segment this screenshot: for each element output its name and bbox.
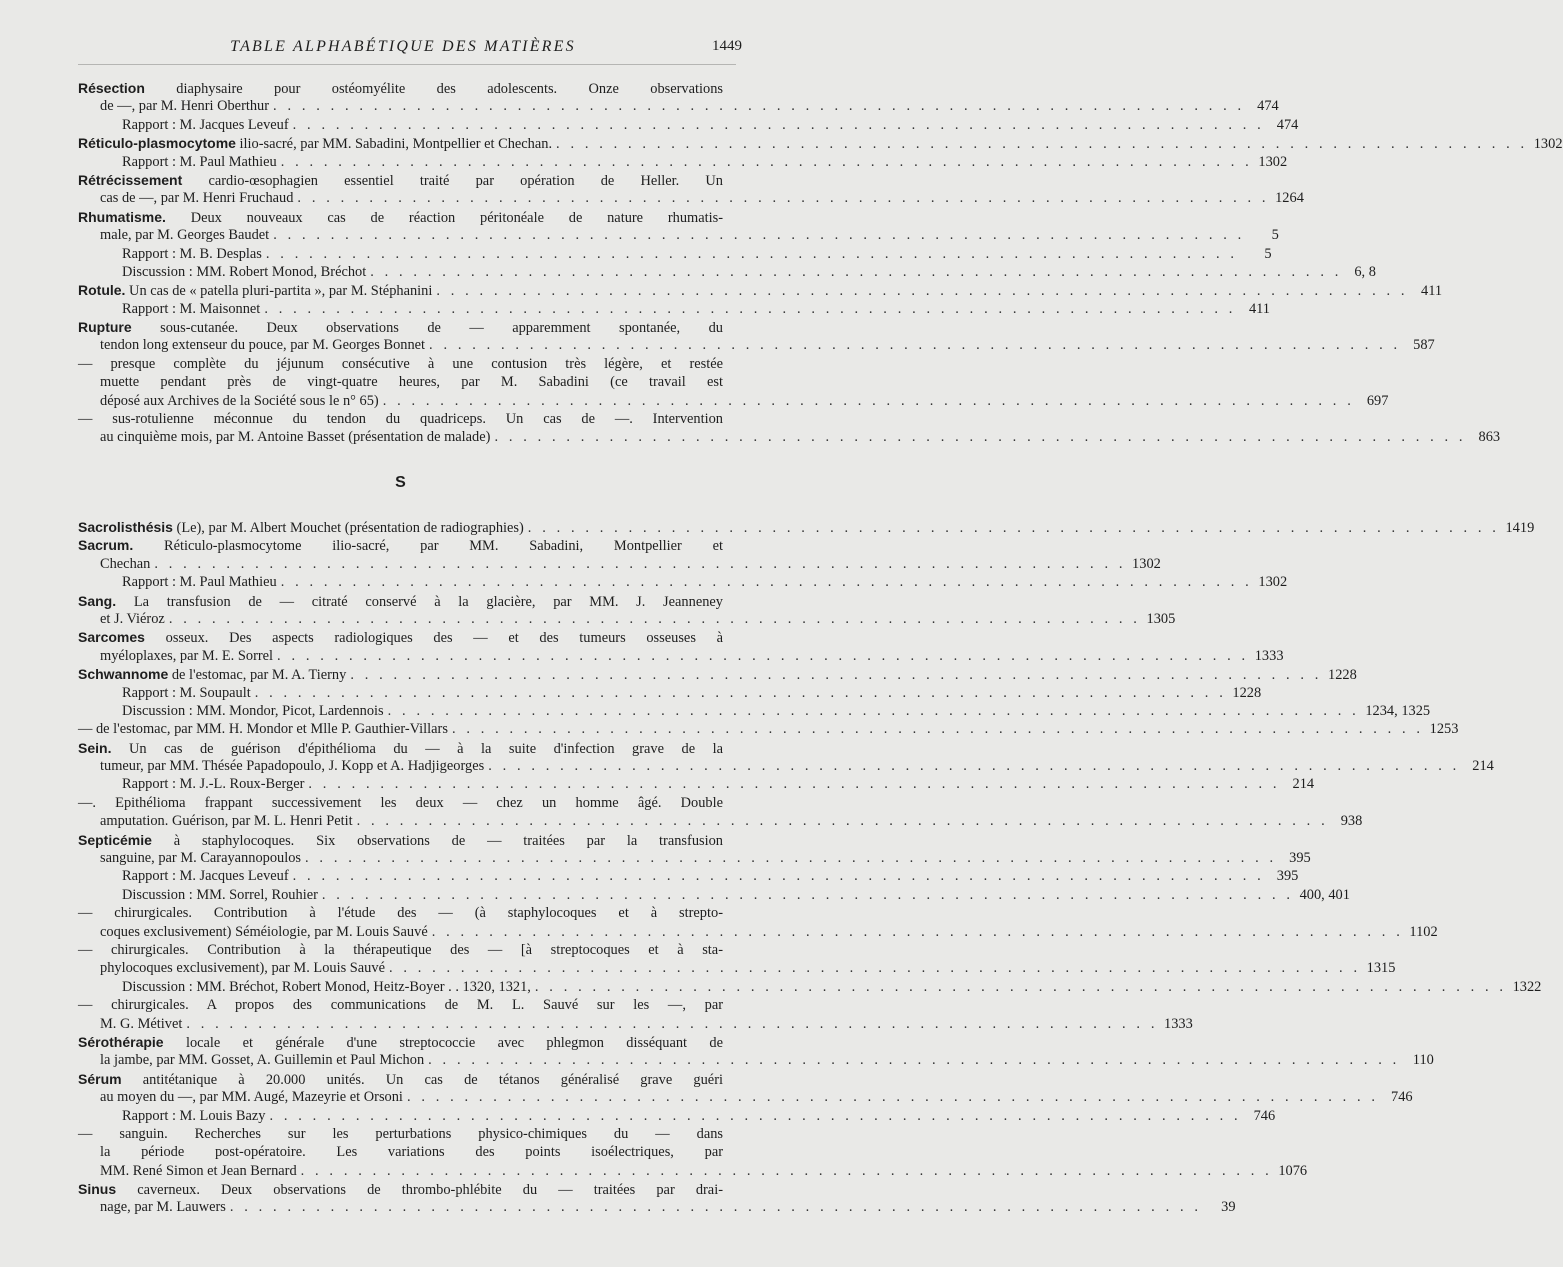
section-letter-s: S <box>395 474 406 491</box>
entry-body: Rapport : M. J.-L. Roux-Berger <box>122 776 305 793</box>
entry-text <box>78 941 723 959</box>
entry-text <box>100 555 150 573</box>
entry-page-ref: 395 <box>1289 850 1311 867</box>
running-header <box>78 38 742 62</box>
entry-body: Rapport : M. Maisonnet <box>122 300 261 317</box>
entry-body: — chirurgicales. Contribution à l'étude des — (à staphylocoques et à strepto- <box>78 905 723 922</box>
index-line <box>78 886 1350 904</box>
entry-page-ref: 1302 <box>1258 153 1288 170</box>
entry-body: tumeur, par MM. Thésée Papadopoulo, J. Kopp et A. Hadjigeorges <box>100 758 485 775</box>
index-line <box>78 959 1396 977</box>
leader-dots <box>297 1162 1273 1180</box>
leader-dots <box>273 647 1249 665</box>
leader-dots <box>524 519 1500 537</box>
entry-page-ref: 411 <box>1421 283 1443 300</box>
entry-text <box>122 867 289 885</box>
entry-text <box>122 978 531 996</box>
entry-text <box>100 189 293 207</box>
index-line <box>78 318 723 336</box>
entry-body: Discussion : MM. Bréchot, Robert Monod, Heitz-Boyer . . 1320, 1321, <box>122 978 531 995</box>
leader-dots <box>301 849 1277 867</box>
entry-headword: Septicémie <box>78 831 152 848</box>
entry-text <box>78 208 723 227</box>
entry-page-ref: 1302 <box>1132 555 1161 572</box>
leader-dots <box>150 555 1126 573</box>
index-line <box>78 1198 1236 1216</box>
entry-text <box>122 300 260 318</box>
entry-text <box>78 628 723 647</box>
entry-text <box>122 245 262 263</box>
entry-body: Rapport : M. Paul Mathieu <box>122 153 277 170</box>
entry-headword: Sein. <box>78 739 112 756</box>
leader-dots <box>304 775 1280 793</box>
index-line <box>78 153 1288 171</box>
leader-dots <box>484 757 1460 775</box>
leader-dots <box>531 978 1507 996</box>
entry-text <box>78 1033 723 1052</box>
index-line <box>78 904 723 922</box>
index-line <box>78 171 723 189</box>
entry-text <box>100 97 269 115</box>
entry-page-ref: 697 <box>1366 392 1389 409</box>
entry-page-ref: 395 <box>1276 868 1299 885</box>
entry-body: Rapport : M. Soupault <box>122 684 251 701</box>
entry-body: déposé aux Archives de la Société sous le n° 65) <box>100 392 379 409</box>
leader-dots <box>403 1088 1379 1106</box>
entry-headword: Rhumatisme. <box>78 208 166 225</box>
entry-body: diaphysaire pour ostéomyélite des adolescents. Onze observations <box>144 81 723 97</box>
index-line <box>78 208 723 226</box>
entry-body: Discussion : MM. Robert Monod, Bréchot <box>122 263 367 280</box>
index-line <box>78 978 1542 996</box>
header-rule <box>78 64 736 65</box>
entry-page-ref: 1305 <box>1146 610 1176 627</box>
entry-body: osseux. Des aspects radiologiques des — et des tumeurs osseuses à <box>144 630 723 647</box>
leader-dots <box>269 97 1245 115</box>
entry-text <box>78 410 723 428</box>
index-line <box>78 849 1311 867</box>
entry-body: Chechan <box>100 555 151 572</box>
entry-body: tendon long extenseur du pouce, par M. Georges Bonnet <box>100 337 426 354</box>
leader-dots <box>289 867 1265 885</box>
index-line <box>78 702 1431 720</box>
section-r-entries <box>78 79 1563 447</box>
entry-body: la période post-opératoire. Les variations des points isoélectriques, par <box>100 1144 723 1161</box>
index-line <box>78 775 1315 793</box>
entry-page-ref: 1302 <box>1533 136 1563 153</box>
entry-page-ref: 1076 <box>1278 1162 1308 1179</box>
entry-page-ref: 1322 <box>1512 978 1542 995</box>
leader-dots <box>182 1015 1158 1033</box>
leader-dots <box>448 720 1424 738</box>
leader-dots <box>262 245 1238 263</box>
entry-body: à staphylocoques. Six observations de — traitées par la transfusion <box>151 832 723 849</box>
leader-dots <box>260 300 1236 318</box>
entry-body: antitétanique à 20.000 unités. Un cas de tétanos généralisé grave guéri <box>121 1071 723 1088</box>
entry-text <box>78 134 552 153</box>
entry-body: Un cas de guérison d'épithélioma du — à la suite d'infection grave de la <box>111 740 723 757</box>
entry-body: de —, par M. Henri Oberthur <box>100 98 270 115</box>
entry-headword: Rotule. <box>78 282 126 299</box>
index-line <box>78 739 723 757</box>
entry-text <box>100 923 428 941</box>
entry-text <box>78 592 723 611</box>
entry-page-ref: 1333 <box>1254 647 1284 664</box>
index-line <box>78 300 1270 318</box>
entry-headword: Rupture <box>78 319 132 336</box>
index-line <box>78 867 1299 885</box>
entry-page-ref: 1253 <box>1429 721 1459 738</box>
entry-text <box>100 1015 182 1033</box>
entry-headword: Rétrécissement <box>78 171 183 188</box>
entry-headword: Sérothérapie <box>78 1033 164 1050</box>
entry-body: sous-cutanée. Deux observations de — apparemment spontanée, du <box>131 320 723 337</box>
index-line <box>78 226 1279 244</box>
entry-page-ref: 214 <box>1292 776 1315 793</box>
entry-body: la jambe, par MM. Gosset, A. Guillemin et Paul Michon <box>100 1052 425 1069</box>
index-line <box>78 1107 1276 1125</box>
entry-body: Rapport : M. Jacques Leveuf <box>122 116 289 133</box>
entry-text <box>100 1198 226 1216</box>
entry-body: — chirurgicales. Contribution à la thérapeutique des — [à streptocoques et à sta- <box>78 941 723 958</box>
entry-body: au cinquième mois, par M. Antoine Basset (présentation de malade) <box>100 429 491 446</box>
entry-text <box>78 831 723 850</box>
index-line <box>78 134 1563 153</box>
entry-headword: Sang. <box>78 592 117 609</box>
entry-body: —. Epithélioma frappant successivement les deux — chez un homme âgé. Double <box>78 794 723 811</box>
entry-page-ref: 1228 <box>1328 667 1357 684</box>
entry-body: — sus-rotulienne méconnue du tendon du quadriceps. Un cas de —. Intervention <box>78 411 723 428</box>
leader-dots <box>425 336 1401 354</box>
index-line <box>78 610 1176 628</box>
entry-page-ref: 5 <box>1271 227 1279 244</box>
entry-text <box>100 392 379 410</box>
index-line <box>78 336 1435 354</box>
entry-page-ref: 110 <box>1412 1052 1434 1069</box>
entry-body: MM. René Simon et Jean Bernard <box>100 1162 297 1179</box>
entry-body: — sanguin. Recherches sur les perturbations physico-chimiques du — dans <box>78 1125 723 1142</box>
index-line <box>78 281 1443 300</box>
entry-body: cardio-œsophagien essentiel traité par opération de Heller. Un <box>182 172 723 189</box>
entry-page-ref: 5 <box>1264 245 1272 262</box>
index-line <box>78 996 723 1014</box>
index-line <box>78 1015 1193 1033</box>
entry-body: Deux nouveaux cas de réaction péritonéale de nature rhumatis- <box>165 209 723 226</box>
entry-text <box>122 702 384 720</box>
entry-text <box>78 720 448 738</box>
entry-page-ref: 400, 401 <box>1299 886 1350 903</box>
index-line <box>78 97 1279 115</box>
entry-body: La transfusion de — citraté conservé à la glacière, par MM. J. Jeanneney <box>116 593 723 610</box>
entry-page-ref: 411 <box>1248 300 1270 317</box>
entry-text <box>100 849 301 867</box>
leader-dots <box>353 812 1329 830</box>
entry-text <box>100 226 269 244</box>
entry-body: muette pendant près de vingt-quatre heures, par M. Sabadini (ce travail est <box>100 374 723 391</box>
leader-dots <box>428 923 1404 941</box>
entry-body: cas de —, par M. Henri Fruchaud <box>100 190 294 207</box>
entry-text <box>78 518 524 537</box>
index-line <box>78 647 1284 665</box>
index-line <box>78 1033 723 1051</box>
entry-body: ilio-sacré, par MM. Sabadini, Montpellier et Chechan. <box>235 136 553 153</box>
index-line <box>78 923 1438 941</box>
entry-headword: Sacrolisthésis <box>78 519 173 535</box>
entry-page-ref: 1302 <box>1258 574 1288 591</box>
entry-text <box>122 775 304 793</box>
entry-body: de l'estomac, par M. A. Tierny <box>168 667 347 684</box>
entry-page-ref: 214 <box>1472 758 1494 775</box>
entry-body: Rapport : M. Louis Bazy <box>122 1107 266 1124</box>
entry-page-ref: 1419 <box>1505 520 1535 536</box>
index-line <box>78 79 723 97</box>
entry-body: myéloplaxes, par M. E. Sorrel <box>100 647 274 664</box>
index-line <box>78 1180 723 1198</box>
entry-body: au moyen du —, par MM. Augé, Mazeyrie et Orsoni <box>100 1089 403 1106</box>
entry-text <box>122 263 366 281</box>
leader-dots <box>165 610 1141 628</box>
leader-dots <box>289 116 1265 134</box>
entry-body: — presque complète du jéjunum consécutive à une contusion très légère, et restée <box>78 355 723 372</box>
index-line <box>78 684 1262 702</box>
entry-text <box>100 647 273 665</box>
index-line <box>78 410 723 428</box>
entry-text <box>78 665 346 684</box>
entry-page-ref: 746 <box>1391 1089 1413 1106</box>
index-line <box>78 373 723 391</box>
entry-headword: Réticulo-plasmocytome <box>78 135 236 152</box>
entry-body: locale et générale d'une streptococcie avec phlegmon disséquant de <box>163 1034 723 1051</box>
entry-body: Réticulo-plasmocytome ilio-sacré, par MM. Sabadini, Montpellier et <box>133 538 723 555</box>
entry-text <box>100 1162 297 1180</box>
entry-headword: Résection <box>78 80 145 96</box>
entry-text <box>100 812 353 830</box>
entry-text <box>122 684 251 702</box>
entry-page-ref: 1333 <box>1164 1015 1193 1032</box>
index-line <box>78 555 1161 573</box>
index-line <box>78 1051 1434 1069</box>
entry-text <box>100 373 723 391</box>
entry-text <box>100 959 385 977</box>
index-line <box>78 757 1494 775</box>
index-line <box>78 831 723 849</box>
entry-body: male, par M. Georges Baudet <box>100 227 270 244</box>
entry-body: — chirurgicales. A propos des communications de M. L. Sauvé sur les —, par <box>78 997 723 1014</box>
index-line <box>78 536 723 554</box>
leader-dots <box>384 702 1360 720</box>
entry-text <box>100 1088 403 1106</box>
entry-page-ref: 1264 <box>1275 190 1304 207</box>
index-line <box>78 665 1357 684</box>
entry-text <box>78 794 723 812</box>
index-line <box>78 518 1535 536</box>
section-s-entries <box>78 518 1542 1217</box>
entry-page-ref: 474 <box>1257 98 1279 115</box>
entry-body: Rapport : M. Jacques Leveuf <box>122 868 289 885</box>
entry-headword: Sinus <box>78 1181 117 1198</box>
leader-dots <box>366 263 1342 281</box>
entry-page-ref: 1234, 1325 <box>1365 702 1431 719</box>
index-line <box>78 1143 723 1161</box>
leader-dots <box>251 684 1227 702</box>
entry-text <box>78 355 723 373</box>
leader-dots <box>266 1107 1242 1125</box>
entry-headword: Sacrum. <box>78 537 134 554</box>
entry-body: M. G. Métivet <box>100 1015 183 1032</box>
entry-text <box>122 1107 266 1125</box>
entry-text <box>78 1125 723 1143</box>
index-line <box>78 428 1501 446</box>
index-line <box>78 628 723 646</box>
entry-text <box>100 610 165 628</box>
entry-page-ref: 938 <box>1340 813 1363 830</box>
leader-dots <box>379 392 1355 410</box>
leader-dots <box>490 428 1466 446</box>
entry-text <box>122 153 277 171</box>
leader-dots <box>346 666 1322 684</box>
index-line <box>78 116 1299 134</box>
entry-body: et J. Viéroz <box>100 610 165 627</box>
index-line <box>78 392 1389 410</box>
entry-text <box>78 1070 723 1089</box>
entry-body: — de l'estomac, par MM. H. Mondor et Mlle P. Gauthier-Villars <box>78 721 448 738</box>
entry-text <box>122 886 318 904</box>
leader-dots <box>293 189 1269 207</box>
leader-dots <box>277 153 1253 171</box>
page-title: TABLE ALPHABÉTIQUE DES MATIÈRES <box>230 38 576 55</box>
index-line <box>78 189 1304 207</box>
entry-text <box>78 79 723 98</box>
entry-text <box>78 171 723 190</box>
entry-text <box>78 281 432 300</box>
index-line <box>78 1070 723 1088</box>
entry-body: Rapport : M. Paul Mathieu <box>122 574 277 591</box>
entry-page-ref: 1228 <box>1232 684 1262 701</box>
entry-text <box>100 1143 723 1161</box>
leader-dots <box>226 1198 1202 1216</box>
entry-body: Rapport : M. B. Desplas <box>122 245 262 262</box>
page-number: 1449 <box>712 38 742 54</box>
index-line <box>78 592 723 610</box>
entry-headword: Sérum <box>78 1070 122 1087</box>
entry-headword: Schwannome <box>78 666 169 683</box>
entry-body: coques exclusivement) Séméiologie, par M. Louis Sauvé <box>100 923 428 940</box>
entry-body: sanguine, par M. Carayannopoulos <box>100 850 302 867</box>
entry-text <box>122 116 289 134</box>
entry-body: Discussion : MM. Sorrel, Rouhier <box>122 886 318 903</box>
entry-page-ref: 587 <box>1413 337 1435 354</box>
entry-body: nage, par M. Lauwers <box>100 1199 226 1216</box>
index-line <box>78 1088 1413 1106</box>
entry-text <box>78 996 723 1014</box>
entry-text <box>100 757 484 775</box>
entry-page-ref: 39 <box>1221 1199 1236 1216</box>
entry-text <box>78 318 723 337</box>
entry-text <box>78 536 723 555</box>
index-line <box>78 720 1459 738</box>
index-line <box>78 941 723 959</box>
entry-headword: Sarcomes <box>78 629 145 646</box>
leader-dots <box>269 226 1245 244</box>
entry-page-ref: 474 <box>1276 116 1299 133</box>
leader-dots <box>277 573 1253 591</box>
entry-text <box>100 1051 424 1069</box>
index-line <box>78 1125 723 1143</box>
entry-body: caverneux. Deux observations de thrombo-phlébite du — traitées par drai- <box>116 1182 723 1199</box>
entry-body: (Le), par M. Albert Mouchet (présentation de radiographies) <box>172 520 524 536</box>
entry-page-ref: 863 <box>1478 429 1501 446</box>
index-line <box>78 355 723 373</box>
entry-text <box>100 336 425 354</box>
index-line <box>78 245 1272 263</box>
entry-text <box>78 739 723 758</box>
entry-page-ref: 1315 <box>1366 960 1396 977</box>
entry-text <box>78 1180 723 1199</box>
leader-dots <box>318 886 1294 904</box>
leader-dots <box>432 282 1408 300</box>
leader-dots <box>385 959 1361 977</box>
entry-text <box>100 428 490 446</box>
entry-page-ref: 746 <box>1253 1107 1276 1124</box>
index-line <box>78 794 723 812</box>
index-line <box>78 263 1376 281</box>
entry-body: amputation. Guérison, par M. L. Henri Petit <box>100 813 353 830</box>
entry-text <box>78 904 723 922</box>
entry-body: phylocoques exclusivement), par M. Louis Sauvé <box>100 960 385 977</box>
leader-dots <box>424 1051 1400 1069</box>
index-line <box>78 573 1288 591</box>
entry-page-ref: 6, 8 <box>1354 263 1376 280</box>
leader-dots <box>552 135 1528 153</box>
entry-text <box>122 573 277 591</box>
entry-body: Discussion : MM. Mondor, Picot, Lardennois <box>122 702 384 719</box>
index-line <box>78 1162 1308 1180</box>
entry-body: Un cas de « patella pluri-partita », par M. Stéphanini <box>125 283 433 300</box>
index-line <box>78 812 1363 830</box>
entry-page-ref: 1102 <box>1409 923 1438 940</box>
